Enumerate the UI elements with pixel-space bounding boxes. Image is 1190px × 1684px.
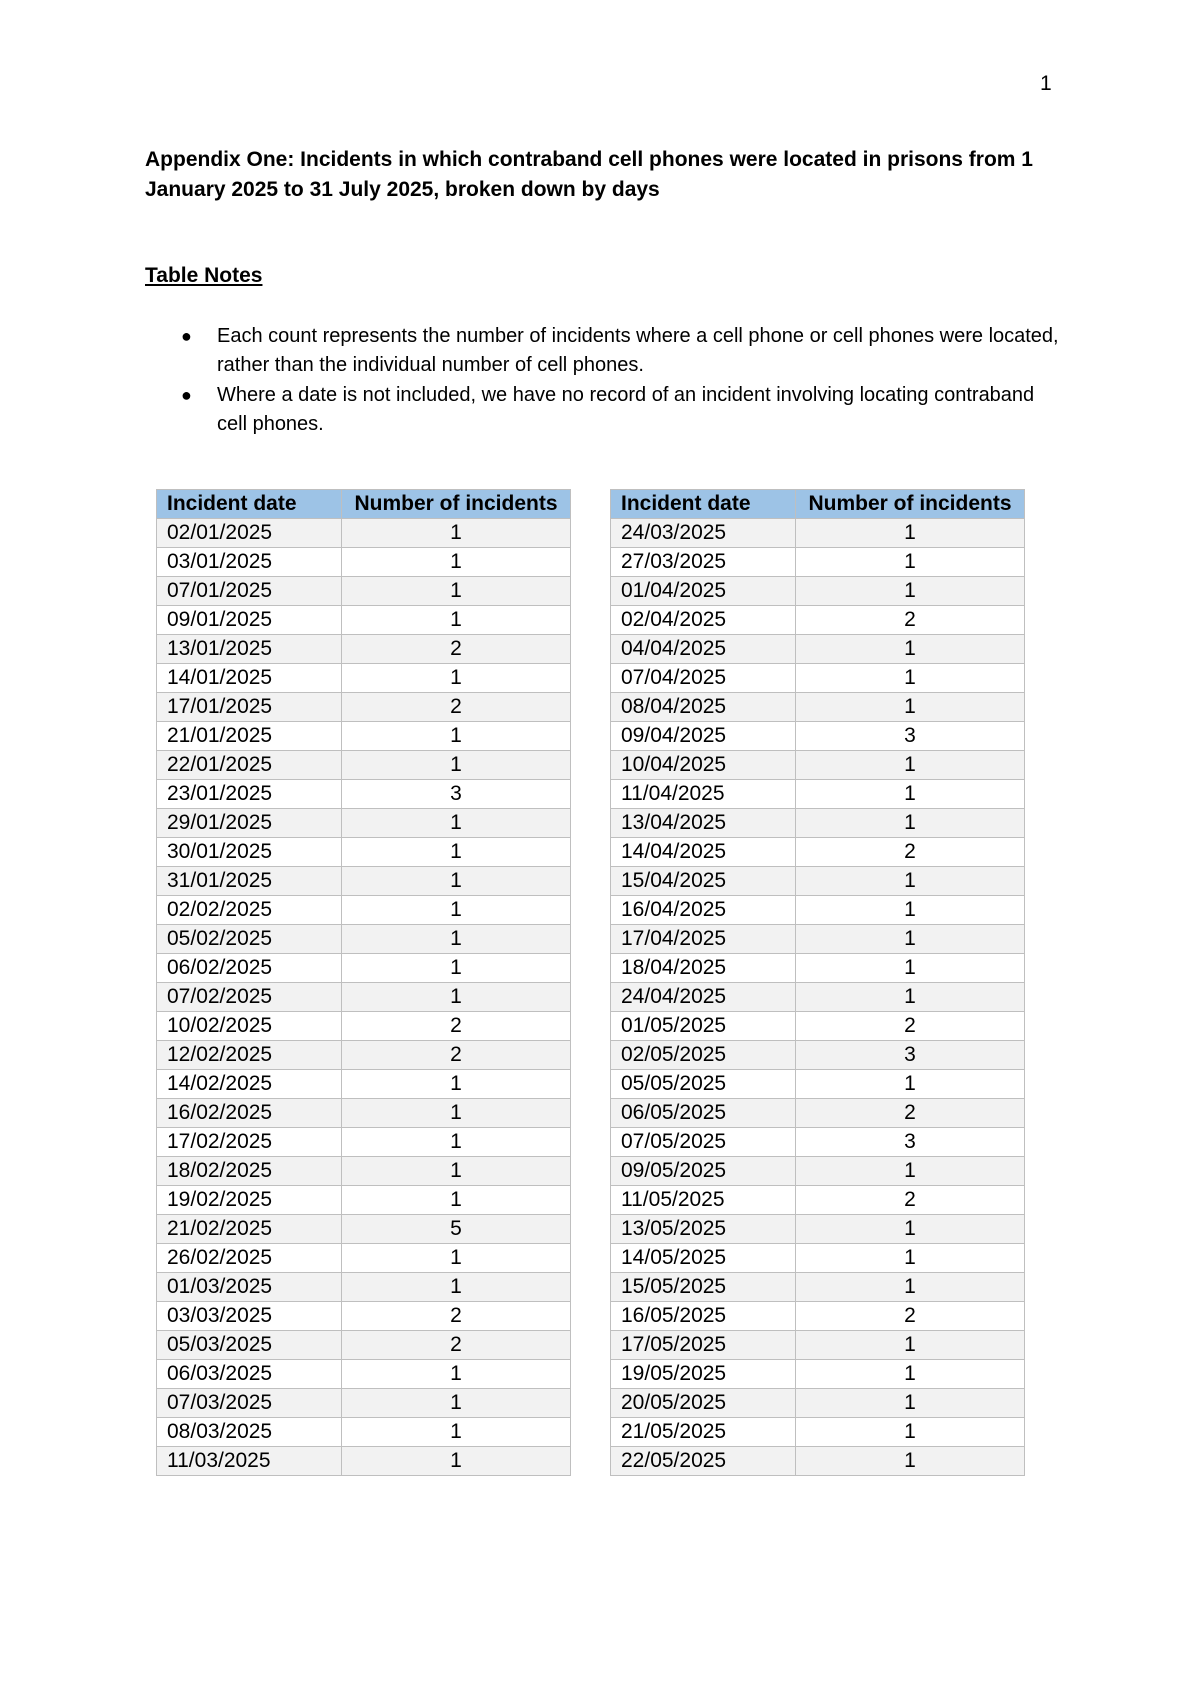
incident-date-cell: 02/01/2025: [157, 519, 342, 548]
table-row: [611, 635, 1025, 664]
table-row: [157, 519, 571, 548]
table-row: [157, 722, 571, 751]
incident-date-cell: 22/05/2025: [611, 1447, 796, 1476]
table-row: [611, 606, 1025, 635]
incident-count-cell: 3: [796, 722, 1025, 751]
bullet-icon: ●: [181, 385, 192, 405]
table-row: [157, 1302, 571, 1331]
incident-count-cell: 1: [342, 664, 571, 693]
table-row: [611, 1215, 1025, 1244]
incident-date-cell: 15/05/2025: [611, 1273, 796, 1302]
incident-count-cell: 2: [796, 1302, 1025, 1331]
table-row: [157, 1447, 571, 1476]
table-row: [611, 896, 1025, 925]
table-header-row: [157, 490, 571, 519]
incident-count-cell: 2: [796, 1099, 1025, 1128]
table-row: [157, 1389, 571, 1418]
incident-date-cell: 26/02/2025: [157, 1244, 342, 1273]
table-row: [611, 1244, 1025, 1273]
incident-date-cell: 16/04/2025: [611, 896, 796, 925]
incident-date-cell: 13/04/2025: [611, 809, 796, 838]
table-row: [157, 1215, 571, 1244]
incident-count-cell: 2: [796, 1012, 1025, 1041]
incident-date-cell: 11/03/2025: [157, 1447, 342, 1476]
table-row: [157, 954, 571, 983]
table-row: [611, 1302, 1025, 1331]
incident-date-cell: 30/01/2025: [157, 838, 342, 867]
incident-date-cell: 03/01/2025: [157, 548, 342, 577]
incidents-table-left: [156, 489, 571, 1476]
incident-date-cell: 07/04/2025: [611, 664, 796, 693]
table-row: [157, 1012, 571, 1041]
incident-count-cell: 1: [796, 780, 1025, 809]
incident-count-cell: 1: [796, 925, 1025, 954]
incident-date-cell: 17/02/2025: [157, 1128, 342, 1157]
incident-date-cell: 17/01/2025: [157, 693, 342, 722]
incident-count-cell: 2: [342, 1331, 571, 1360]
incident-count-cell: 1: [342, 751, 571, 780]
incident-count-cell: 1: [342, 1157, 571, 1186]
incident-date-cell: 27/03/2025: [611, 548, 796, 577]
incident-count-cell: 1: [796, 1244, 1025, 1273]
incident-date-cell: 21/01/2025: [157, 722, 342, 751]
table-row: [157, 635, 571, 664]
incident-count-cell: 1: [342, 954, 571, 983]
incident-count-cell: 1: [342, 809, 571, 838]
incident-count-cell: 1: [342, 606, 571, 635]
incident-count-cell: 1: [342, 925, 571, 954]
table-row: [611, 1360, 1025, 1389]
table-row: [611, 867, 1025, 896]
table-row: [157, 983, 571, 1012]
table-row: [157, 1099, 571, 1128]
incident-date-cell: 23/01/2025: [157, 780, 342, 809]
incident-count-cell: 1: [342, 548, 571, 577]
incident-date-cell: 24/03/2025: [611, 519, 796, 548]
table-row: [157, 1157, 571, 1186]
table-row: [157, 1128, 571, 1157]
incident-count-cell: 1: [796, 1360, 1025, 1389]
table-row: [611, 519, 1025, 548]
incident-count-cell: 1: [796, 1157, 1025, 1186]
incident-date-cell: 06/02/2025: [157, 954, 342, 983]
incident-count-cell: 1: [796, 1331, 1025, 1360]
incident-date-cell: 17/05/2025: [611, 1331, 796, 1360]
incident-date-cell: 09/01/2025: [157, 606, 342, 635]
incident-count-cell: 1: [796, 1447, 1025, 1476]
table-row: [157, 896, 571, 925]
incident-date-cell: 03/03/2025: [157, 1302, 342, 1331]
incident-count-cell: 1: [796, 577, 1025, 606]
table-row: [611, 1331, 1025, 1360]
table-row: [611, 1041, 1025, 1070]
incident-date-cell: 06/03/2025: [157, 1360, 342, 1389]
incident-count-cell: 1: [796, 954, 1025, 983]
incident-count-cell: 2: [342, 1041, 571, 1070]
incident-count-cell: 1: [342, 1447, 571, 1476]
table-row: [611, 1389, 1025, 1418]
table-row: [611, 548, 1025, 577]
incident-date-cell: 18/04/2025: [611, 954, 796, 983]
table-row: [611, 925, 1025, 954]
incident-date-cell: 10/04/2025: [611, 751, 796, 780]
incident-count-cell: 1: [796, 635, 1025, 664]
incident-date-cell: 24/04/2025: [611, 983, 796, 1012]
table-row: [157, 1273, 571, 1302]
table-notes-title: Table Notes: [145, 264, 263, 287]
column-header-incident-date: Incident date: [157, 490, 342, 519]
table-row: [611, 838, 1025, 867]
table-row: [611, 577, 1025, 606]
table-row: [611, 1418, 1025, 1447]
incident-date-cell: 14/05/2025: [611, 1244, 796, 1273]
incident-date-cell: 12/02/2025: [157, 1041, 342, 1070]
incident-date-cell: 08/04/2025: [611, 693, 796, 722]
incident-date-cell: 16/02/2025: [157, 1099, 342, 1128]
table-row: [611, 664, 1025, 693]
incident-count-cell: 2: [796, 606, 1025, 635]
incident-count-cell: 1: [342, 1418, 571, 1447]
incident-date-cell: 15/04/2025: [611, 867, 796, 896]
incident-date-cell: 18/02/2025: [157, 1157, 342, 1186]
table-row: [611, 693, 1025, 722]
incident-count-cell: 1: [796, 867, 1025, 896]
table-row: [611, 751, 1025, 780]
page-heading: Appendix One: Incidents in which contraband cell phones were located in prisons from 1 January 2025 to 31 July 2025, broken down by days: [145, 148, 1033, 201]
table-note-text: Each count represents the number of incidents where a cell phone or cell phones were located, rather than the individual number of cell phones.: [217, 325, 1059, 376]
incident-date-cell: 17/04/2025: [611, 925, 796, 954]
column-header-incident-date: Incident date: [611, 490, 796, 519]
table-row: [611, 1157, 1025, 1186]
table-row: [611, 1273, 1025, 1302]
incident-count-cell: 1: [796, 751, 1025, 780]
incident-count-cell: 2: [342, 693, 571, 722]
table-row: [157, 1070, 571, 1099]
incident-count-cell: 3: [342, 780, 571, 809]
incident-count-cell: 1: [342, 1389, 571, 1418]
incident-date-cell: 04/04/2025: [611, 635, 796, 664]
table-row: [157, 809, 571, 838]
incident-date-cell: 14/04/2025: [611, 838, 796, 867]
incident-date-cell: 01/03/2025: [157, 1273, 342, 1302]
table-row: [157, 867, 571, 896]
table-row: [157, 751, 571, 780]
incident-date-cell: 22/01/2025: [157, 751, 342, 780]
incident-date-cell: 07/01/2025: [157, 577, 342, 606]
incident-date-cell: 09/04/2025: [611, 722, 796, 751]
incident-count-cell: 1: [342, 1186, 571, 1215]
incident-count-cell: 1: [342, 577, 571, 606]
incident-date-cell: 14/01/2025: [157, 664, 342, 693]
incident-count-cell: 1: [796, 693, 1025, 722]
bullet-icon: ●: [181, 326, 192, 346]
table-row: [611, 1070, 1025, 1099]
incident-count-cell: 1: [796, 519, 1025, 548]
incident-count-cell: 1: [342, 1070, 571, 1099]
table-row: [157, 1244, 571, 1273]
incident-count-cell: 1: [342, 1128, 571, 1157]
table-row: [157, 1331, 571, 1360]
incident-count-cell: 2: [342, 1012, 571, 1041]
table-row: [611, 1447, 1025, 1476]
table-row: [611, 1099, 1025, 1128]
incident-count-cell: 1: [796, 548, 1025, 577]
table-row: [157, 693, 571, 722]
table-row: [611, 809, 1025, 838]
incident-count-cell: 1: [796, 1418, 1025, 1447]
incident-date-cell: 07/02/2025: [157, 983, 342, 1012]
table-note-item: [145, 381, 1065, 439]
incident-count-cell: 1: [796, 896, 1025, 925]
table-row: [611, 954, 1025, 983]
incident-count-cell: 1: [342, 983, 571, 1012]
incident-date-cell: 07/05/2025: [611, 1128, 796, 1157]
incident-date-cell: 31/01/2025: [157, 867, 342, 896]
table-row: [157, 1186, 571, 1215]
incident-count-cell: 1: [796, 1273, 1025, 1302]
incident-count-cell: 2: [796, 838, 1025, 867]
incident-date-cell: 11/04/2025: [611, 780, 796, 809]
incident-count-cell: 1: [796, 809, 1025, 838]
incident-date-cell: 19/02/2025: [157, 1186, 342, 1215]
table-notes-list: [145, 322, 1065, 440]
incident-count-cell: 1: [342, 519, 571, 548]
incident-date-cell: 02/05/2025: [611, 1041, 796, 1070]
incident-count-cell: 1: [342, 722, 571, 751]
incident-date-cell: 09/05/2025: [611, 1157, 796, 1186]
column-header-number-of-incidents: Number of incidents: [796, 490, 1025, 519]
incident-date-cell: 14/02/2025: [157, 1070, 342, 1099]
incident-count-cell: 1: [342, 838, 571, 867]
incident-date-cell: 13/01/2025: [157, 635, 342, 664]
incident-count-cell: 1: [342, 1273, 571, 1302]
incident-date-cell: 01/04/2025: [611, 577, 796, 606]
table-row: [157, 1041, 571, 1070]
page-number: 1: [1040, 72, 1052, 95]
incident-count-cell: 1: [342, 1099, 571, 1128]
table-row: [157, 606, 571, 635]
incident-count-cell: 1: [796, 1215, 1025, 1244]
column-header-number-of-incidents: Number of incidents: [342, 490, 571, 519]
incident-date-cell: 05/02/2025: [157, 925, 342, 954]
incident-date-cell: 02/02/2025: [157, 896, 342, 925]
table-row: [157, 548, 571, 577]
incident-date-cell: 05/05/2025: [611, 1070, 796, 1099]
incident-count-cell: 1: [796, 664, 1025, 693]
incident-date-cell: 10/02/2025: [157, 1012, 342, 1041]
incident-date-cell: 08/03/2025: [157, 1418, 342, 1447]
incident-date-cell: 11/05/2025: [611, 1186, 796, 1215]
table-row: [611, 780, 1025, 809]
incident-date-cell: 19/05/2025: [611, 1360, 796, 1389]
table-header-row: [611, 490, 1025, 519]
table-row: [157, 1360, 571, 1389]
table-row: [157, 1418, 571, 1447]
table-row: [157, 838, 571, 867]
table-row: [157, 577, 571, 606]
incident-count-cell: 1: [342, 1360, 571, 1389]
incident-date-cell: 01/05/2025: [611, 1012, 796, 1041]
table-note-text: Where a date is not included, we have no record of an incident involving locating contraband cell phones.: [217, 384, 1035, 435]
incident-count-cell: 1: [796, 1070, 1025, 1099]
table-row: [611, 1012, 1025, 1041]
incident-date-cell: 13/05/2025: [611, 1215, 796, 1244]
incident-date-cell: 20/05/2025: [611, 1389, 796, 1418]
incidents-table-right: [610, 489, 1025, 1476]
incident-date-cell: 05/03/2025: [157, 1331, 342, 1360]
table-note-item: [145, 322, 1065, 380]
incident-count-cell: 3: [796, 1041, 1025, 1070]
incident-count-cell: 3: [796, 1128, 1025, 1157]
incident-count-cell: 2: [342, 635, 571, 664]
table-row: [157, 925, 571, 954]
table-row: [611, 1128, 1025, 1157]
incident-date-cell: 21/05/2025: [611, 1418, 796, 1447]
table-row: [157, 780, 571, 809]
incident-count-cell: 1: [796, 1389, 1025, 1418]
incident-count-cell: 5: [342, 1215, 571, 1244]
incident-date-cell: 02/04/2025: [611, 606, 796, 635]
incident-date-cell: 29/01/2025: [157, 809, 342, 838]
incident-count-cell: 1: [342, 867, 571, 896]
table-row: [611, 983, 1025, 1012]
table-row: [611, 722, 1025, 751]
incident-date-cell: 16/05/2025: [611, 1302, 796, 1331]
incident-date-cell: 21/02/2025: [157, 1215, 342, 1244]
table-row: [611, 1186, 1025, 1215]
table-row: [157, 664, 571, 693]
incident-count-cell: 1: [796, 983, 1025, 1012]
incident-date-cell: 06/05/2025: [611, 1099, 796, 1128]
incident-count-cell: 2: [342, 1302, 571, 1331]
incident-count-cell: 1: [342, 896, 571, 925]
incident-date-cell: 07/03/2025: [157, 1389, 342, 1418]
incident-count-cell: 2: [796, 1186, 1025, 1215]
incident-count-cell: 1: [342, 1244, 571, 1273]
